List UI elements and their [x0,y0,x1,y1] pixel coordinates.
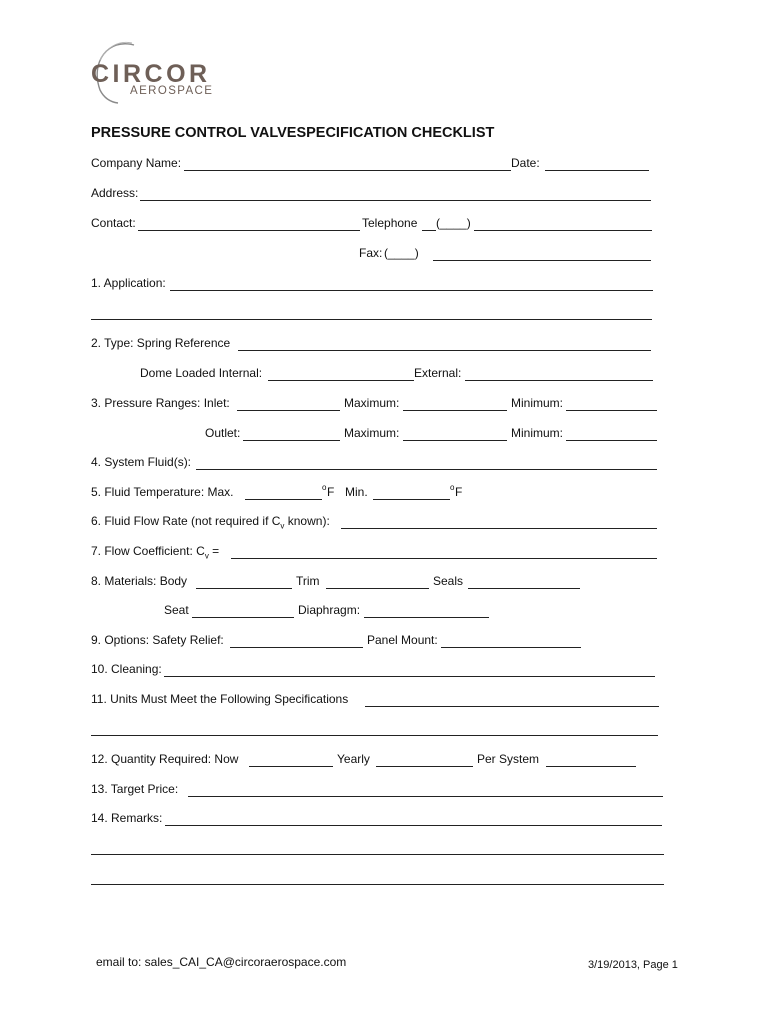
application-field-line-2[interactable] [91,319,652,320]
trim-field[interactable] [326,588,429,589]
telephone-gap [422,230,436,231]
application-label: 1. Application: [91,276,166,290]
address-label: Address: [91,186,139,200]
telephone-label: Telephone [362,216,418,230]
per-system-label: Per System [477,752,540,766]
outlet-field[interactable] [243,440,340,441]
form-title: PRESSURE CONTROL VALVESPECIFICATION CHECKLIST [91,125,495,141]
external-label: External: [414,366,462,380]
quantity-now-field[interactable] [249,766,333,767]
logo-wordmark: CIRCOR [91,60,211,88]
yearly-field[interactable] [376,766,473,767]
fluid-flow-rate-label [91,514,330,531]
materials-body-field[interactable] [196,588,292,589]
telephone-field[interactable] [474,230,652,231]
inlet-maximum-label: Maximum: [344,396,400,410]
inlet-field[interactable] [237,410,340,411]
application-field[interactable] [170,290,653,291]
date-label: Date: [511,156,540,170]
diaphragm-label: Diaphragm: [298,603,361,617]
trim-label: Trim [296,574,320,588]
outlet-maximum-field[interactable] [403,440,507,441]
max-fahrenheit-label: F [327,485,335,499]
materials-body-label: 8. Materials: Body [91,574,188,588]
fluid-flow-rate-field[interactable] [341,528,657,529]
circor-aerospace-logo [88,40,228,106]
dome-loaded-internal-label: Dome Loaded Internal: [140,366,263,380]
fax-field[interactable] [433,260,651,261]
fluid-temperature-max-label: 5. Fluid Temperature: Max. [91,485,234,499]
target-price-field[interactable] [188,796,663,797]
fluid-temperature-min-field[interactable] [373,499,450,500]
seat-label: Seat [164,603,189,617]
fluid-flow-rate-label-suffix: known): [284,514,330,528]
pressure-ranges-inlet-label: 3. Pressure Ranges: Inlet: [91,396,230,410]
cleaning-label: 10. Cleaning: [91,662,162,676]
inlet-minimum-label: Minimum: [511,396,564,410]
remarks-field-line-3[interactable] [91,884,664,885]
fluid-temperature-max-field[interactable] [245,499,322,500]
flow-coefficient-field[interactable] [231,558,657,559]
remarks-label: 14. Remarks: [91,811,163,825]
fax-label: Fax: [359,246,383,260]
cv-subscript: v [280,521,285,531]
inlet-maximum-field[interactable] [403,410,507,411]
dome-loaded-internal-field[interactable] [268,380,414,381]
safety-relief-field[interactable] [230,647,363,648]
telephone-area-code[interactable]: (____) [436,216,471,230]
contact-field[interactable] [138,230,360,231]
diaphragm-field[interactable] [364,617,489,618]
external-field[interactable] [465,380,653,381]
footer-page-date: 3/19/2013, Page 1 [588,959,678,971]
footer-email: email to: sales_CAI_CA@circoraerospace.com [96,955,347,969]
outlet-minimum-field[interactable] [566,440,657,441]
target-price-label: 13. Target Price: [91,782,179,796]
outlet-label: Outlet: [205,426,241,440]
cv-subscript: v [204,551,209,561]
date-field[interactable] [545,170,649,171]
units-specifications-label: 11. Units Must Meet the Following Specifications [91,692,349,706]
contact-label: Contact: [91,216,136,230]
per-system-field[interactable] [546,766,636,767]
company-name-label: Company Name: [91,156,182,170]
remarks-field-line-2[interactable] [91,854,664,855]
fluid-temperature-min-label: Min. [345,485,368,499]
inlet-minimum-field[interactable] [566,410,657,411]
address-field[interactable] [140,200,651,201]
seals-field[interactable] [468,588,580,589]
min-degree-mark: o [450,483,455,492]
seals-label: Seals [433,574,464,588]
options-safety-relief-label: 9. Options: Safety Relief: [91,633,224,647]
fax-area-code[interactable]: (____) [384,246,419,260]
units-specifications-field[interactable] [365,706,659,707]
flow-coefficient-label-text: 7. Flow Coefficient: C [91,544,205,558]
panel-mount-label: Panel Mount: [367,633,438,647]
quantity-required-now-label: 12. Quantity Required: Now [91,752,239,766]
remarks-field[interactable] [165,825,662,826]
min-fahrenheit-label: F [455,485,463,499]
seat-field[interactable] [192,617,294,618]
logo-division: AEROSPACE [130,85,214,97]
cleaning-field[interactable] [164,676,655,677]
type-spring-reference-label: 2. Type: Spring Reference [91,336,231,350]
yearly-label: Yearly [337,752,370,766]
flow-coefficient-label [91,544,220,561]
outlet-maximum-label: Maximum: [344,426,400,440]
fluid-flow-rate-label-text: 6. Fluid Flow Rate (not required if C [91,514,281,528]
company-name-field[interactable] [184,170,511,171]
system-fluids-label: 4. System Fluid(s): [91,455,192,469]
max-degree-mark: o [322,483,327,492]
outlet-minimum-label: Minimum: [511,426,564,440]
units-specifications-field-line-2[interactable] [91,735,658,736]
system-fluids-field[interactable] [196,469,657,470]
flow-coefficient-equals: = [208,544,220,558]
panel-mount-field[interactable] [441,647,581,648]
spring-reference-field[interactable] [238,350,651,351]
